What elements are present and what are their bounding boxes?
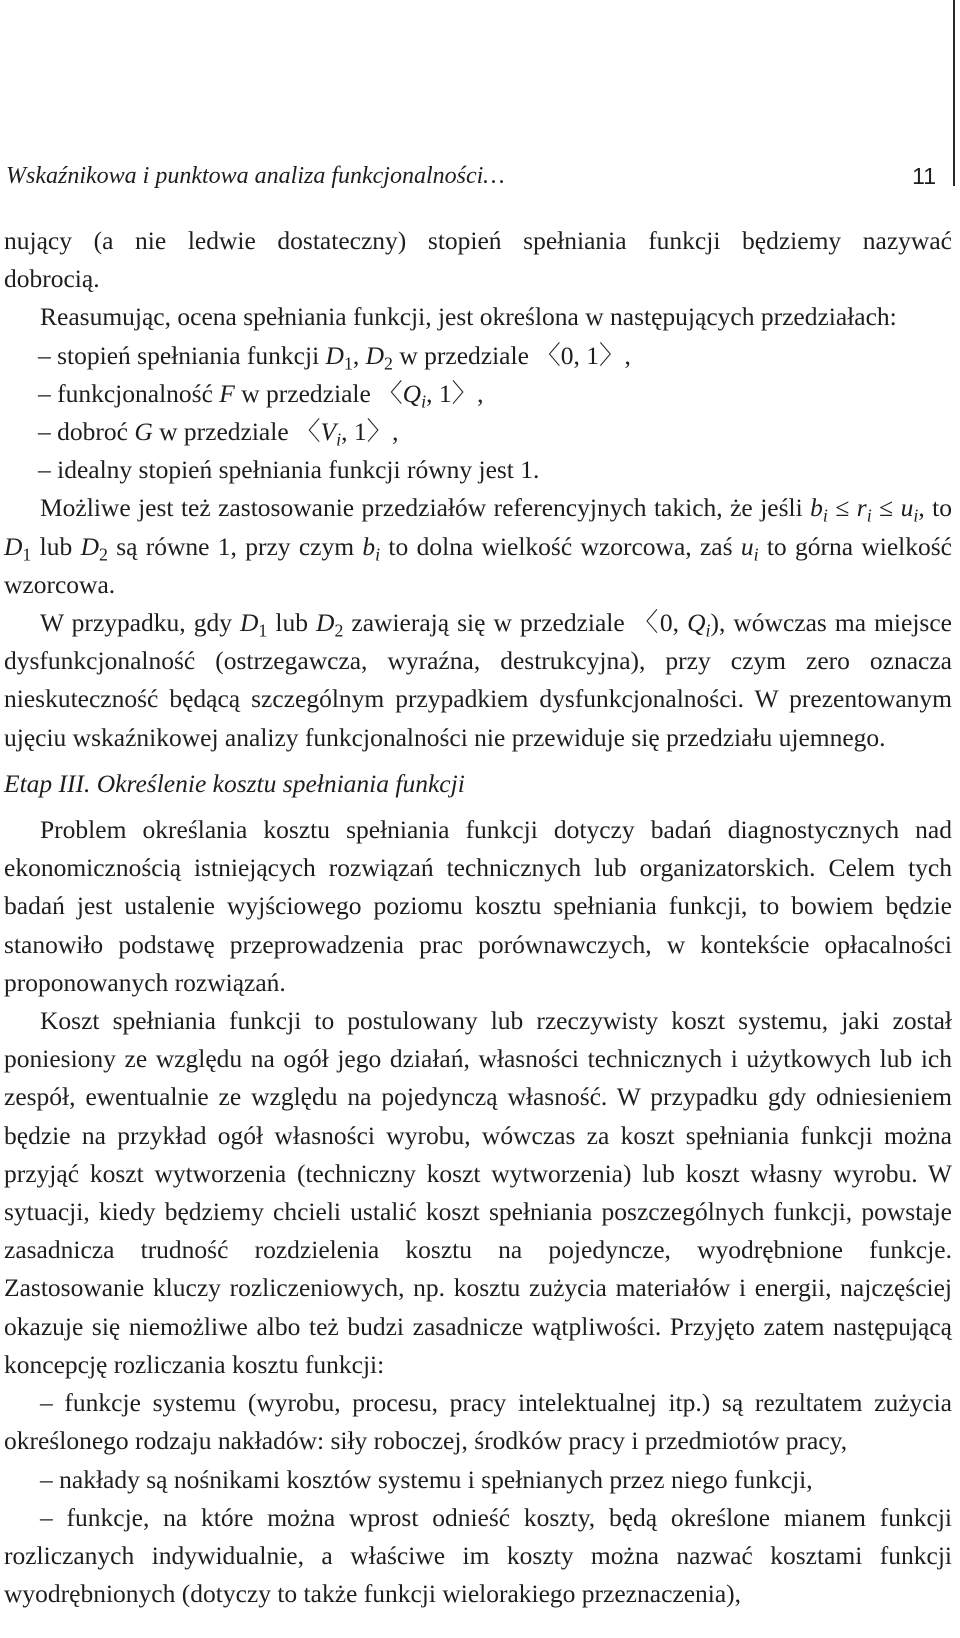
list-item: – funkcjonalność F w przedziale 〈$Q_i$, 1〉,	[38, 378, 484, 412]
paragraph-cost-definition: Koszt spełniania funkcji to postulowany lub rzeczywisty koszt systemu, jaki został poniesiony ze względu na ogół jego działań, własności technicznych i użytkowych lub ich zespół, ewentualnie ze względu na pojedynczą własność. W przypadku gdy odniesieniem będzie na przykład ogół własności wyrobu, wówczas za koszt spełniania funkcji można przyjąć koszt wytworzenia (techniczny koszt wytworzenia) lub koszt własny wyrobu. W sytuacji, kiedy będziemy chcieli ustalić koszt spełniania poszczególnych funkcji, powstaje zasadnicza trudność rozdzielenia kosztu na pojedyncze, wyodrębnione funkcje. Zastosowanie kluczy rozliczeniowych, np. kosztu zużycia materiałów i energii, najczęściej okazuje się niemożliwe albo też budzi zasadnicze wątpliwości. Przyjęto zatem następującą koncepcję rozliczania kosztu funkcji:	[4, 1006, 952, 1379]
section-heading: Etap III. Określenie kosztu spełniania funkcji	[4, 768, 465, 798]
paragraph-cost-problem: Problem określania kosztu spełniania funkcji dotyczy badań diagnostycznych nad ekonomicznością istniejących rozwiązań technicznych lub organizatorskich. Celem tych badań jest ustalenie wyjściowego poziomu kosztu spełniania funkcji, to bowiem będzie stanowiło podstawę przeprowadzenia prac porównawczych, w kontekście opłacalności proponowanych rozwiązań.	[4, 815, 952, 997]
page-number: 11	[912, 163, 936, 189]
running-head	[6, 156, 936, 196]
body-text	[4, 222, 952, 1613]
paragraph-continuation: nujący (a nie ledwie dostateczny) stopień spełniania funkcji będziemy nazywać	[4, 226, 952, 255]
list-item: – stopień spełniania funkcji $D_1$, $D_2$ w przedziale 〈0, 1〉,	[38, 340, 631, 374]
margin-rule	[953, 0, 955, 186]
paragraph-reference-intervals: Możliwe jest też zastosowanie przedziałów referencyjnych takich, że jeśli $b_i \le r_i \le u_i$, to $D_1$ lub $D_2$ są równe 1, przy czym $b_i$ to dolna wielkość wzorcowa, zaś $u_i$ to górna wielkość wzorcowa.	[4, 493, 953, 599]
running-head-title: Wskaźnikowa i punktowa analiza funkcjonalności…	[6, 163, 505, 189]
list-item: – funkcje, na które można wprost odnieść koszty, będą określone mianem funkcji rozliczanych indywidualnie, a właściwe im koszty można nazwać kosztami funkcji wyodrębnionych (dotyczy to także funkcji wielorakiego przeznaczenia),	[4, 1502, 952, 1609]
list-item: – nakłady są nośnikami kosztów systemu i spełnianych przez niego funkcji,	[40, 1464, 813, 1494]
list-item: – dobroć G w przedziale 〈$V_i$, 1〉,	[38, 417, 399, 450]
paragraph-dysfunction: W przypadku, gdy $D_1$ lub $D_2$ zawierają się w przedziale 〈0, $Q_i$), wówczas ma miejsce dysfunkcjonalność (ostrzegawcza, wyraźna, destrukcyjna), przy czym zero oznacza nieskuteczność będącą szczególnym przypadkiem dysfunkcjonalności. W prezentowanym ujęciu wskaźnikowej analizy funkcjonalności nie przewiduje się przedziału ujemnego.	[4, 608, 952, 752]
paragraph-continuation-end: dobrocią.	[4, 264, 100, 294]
list-item: – funkcje systemu (wyrobu, procesu, pracy intelektualnej itp.) są rezultatem zużycia określonego rodzaju nakładów: siły roboczej, środków pracy i przedmiotów pracy,	[4, 1388, 952, 1456]
paragraph-summary: Reasumując, ocena spełniania funkcji, jest określona w następujących przedziałach:	[40, 302, 897, 332]
list-item: – idealny stopień spełniania funkcji równy jest 1.	[38, 455, 540, 485]
